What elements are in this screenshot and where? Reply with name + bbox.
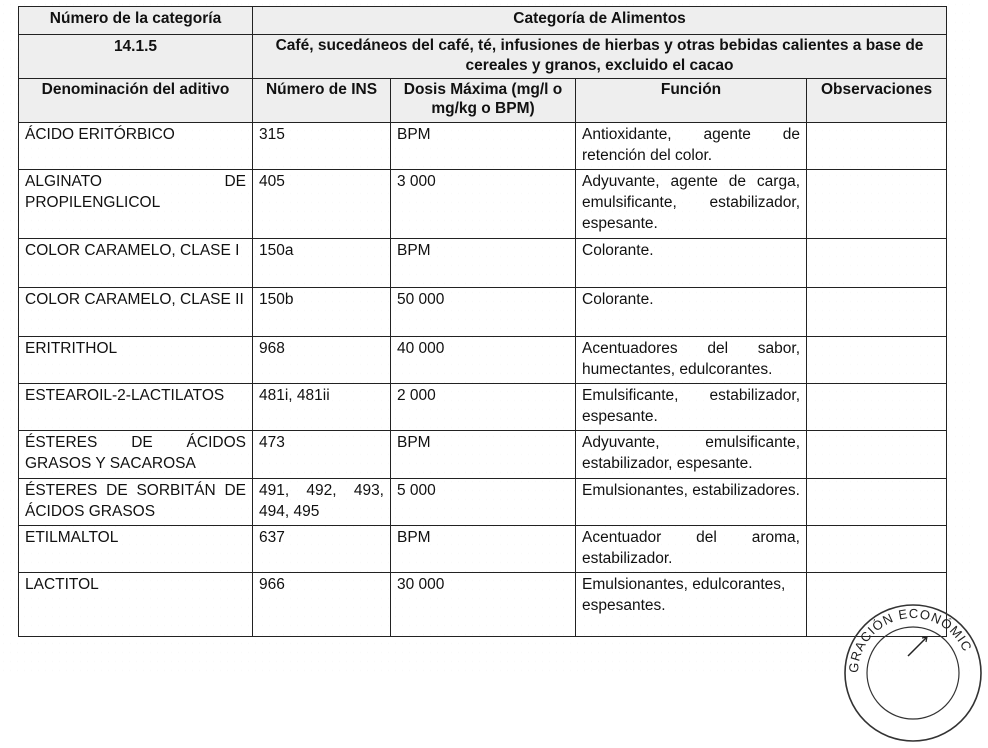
function: Acentuador del aroma, estabilizador. — [576, 526, 807, 573]
additive-name: ÉSTERES DE ÁCIDOS GRASOS Y SACAROSA — [19, 431, 253, 479]
category-value-row — [19, 35, 947, 79]
additive-name: ÉSTERES DE SORBITÁN DE ÁCIDOS GRASOS — [19, 479, 253, 526]
observations — [807, 526, 947, 573]
max-dose: 40 000 — [391, 337, 576, 384]
ins-number: 150a — [253, 239, 391, 288]
ins-number: 473 — [253, 431, 391, 479]
additive-name: ERITRITHOL — [19, 337, 253, 384]
observations — [807, 170, 947, 239]
table-row — [19, 573, 947, 637]
additive-name: ALGINATO DE PROPILENGLICOL — [19, 170, 253, 239]
additive-name: ETILMALTOL — [19, 526, 253, 573]
table-row — [19, 431, 947, 479]
observations — [807, 239, 947, 288]
observations — [807, 384, 947, 431]
category-number-label: Número de la categoría — [19, 7, 253, 35]
ins-number: 966 — [253, 573, 391, 637]
ins-number: 968 — [253, 337, 391, 384]
ins-number: 150b — [253, 288, 391, 337]
table-row — [19, 337, 947, 384]
ins-number: 637 — [253, 526, 391, 573]
max-dose: BPM — [391, 239, 576, 288]
category-header-row — [19, 7, 947, 35]
col-additive-name: Denominación del aditivo — [19, 79, 253, 123]
additive-name: ESTEAROIL-2-LACTILATOS — [19, 384, 253, 431]
max-dose: 30 000 — [391, 573, 576, 637]
ins-number: 315 — [253, 123, 391, 170]
additive-name: ÁCIDO ERITÓRBICO — [19, 123, 253, 170]
additive-name: COLOR CARAMELO, CLASE I — [19, 239, 253, 288]
col-observations: Observaciones — [807, 79, 947, 123]
observations — [807, 479, 947, 526]
function: Colorante. — [576, 239, 807, 288]
max-dose: BPM — [391, 526, 576, 573]
ins-number: 405 — [253, 170, 391, 239]
max-dose: BPM — [391, 123, 576, 170]
max-dose: 2 000 — [391, 384, 576, 431]
function: Emulsionantes, edulcorantes, espesantes. — [576, 573, 807, 637]
table-row — [19, 526, 947, 573]
table-row — [19, 288, 947, 337]
max-dose: 50 000 — [391, 288, 576, 337]
col-max-dose: Dosis Máxima (mg/l o mg/kg o BPM) — [391, 79, 576, 123]
table-row — [19, 384, 947, 431]
ins-number: 491, 492, 493, 494, 495 — [253, 479, 391, 526]
function: Antioxidante, agente de retención del color. — [576, 123, 807, 170]
function: Acentuadores del sabor, humectantes, edulcorantes. — [576, 337, 807, 384]
function: Adyuvante, agente de carga, emulsificante, estabilizador, espesante. — [576, 170, 807, 239]
observations — [807, 573, 947, 637]
max-dose: 5 000 — [391, 479, 576, 526]
function: Colorante. — [576, 288, 807, 337]
category-number: 14.1.5 — [19, 35, 253, 79]
function: Emulsificante, estabilizador, espesante. — [576, 384, 807, 431]
table-row — [19, 123, 947, 170]
col-ins-number: Número de INS — [253, 79, 391, 123]
additive-name: LACTITOL — [19, 573, 253, 637]
category-description: Café, sucedáneos del café, té, infusiones de hierbas y otras bebidas calientes a base de cereales y granos, excluido el cacao — [253, 35, 947, 79]
stamp-text: GRACIÓN ECONÓMIC — [845, 605, 976, 674]
table-row — [19, 239, 947, 288]
table-row — [19, 170, 947, 239]
food-category-label: Categoría de Alimentos — [253, 7, 947, 35]
observations — [807, 123, 947, 170]
max-dose: 3 000 — [391, 170, 576, 239]
observations — [807, 337, 947, 384]
column-header-row — [19, 79, 947, 123]
max-dose: BPM — [391, 431, 576, 479]
observations — [807, 288, 947, 337]
function: Emulsionantes, estabilizadores. — [576, 479, 807, 526]
table-row — [19, 479, 947, 526]
function: Adyuvante, emulsificante, estabilizador, espesante. — [576, 431, 807, 479]
ins-number: 481i, 481ii — [253, 384, 391, 431]
col-function: Función — [576, 79, 807, 123]
additive-name: COLOR CARAMELO, CLASE II — [19, 288, 253, 337]
observations — [807, 431, 947, 479]
additives-table — [18, 6, 947, 637]
